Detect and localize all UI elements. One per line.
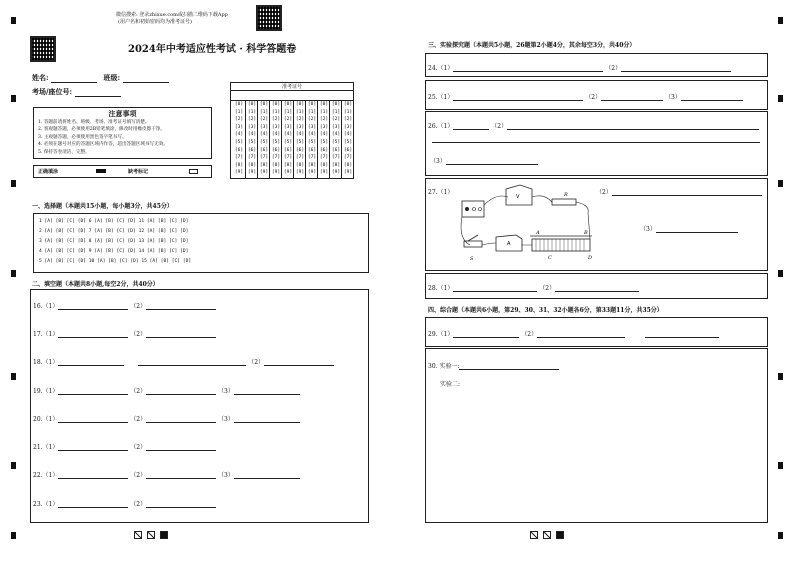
ticket-digit-bubble[interactable]: [6] — [307, 147, 317, 153]
ticket-digit-bubble[interactable]: [1] — [234, 109, 244, 115]
terminal-c-label: C — [548, 255, 552, 261]
part-2-label: （2） — [605, 65, 622, 72]
ticket-digit-bubble[interactable]: [1] — [319, 109, 329, 115]
answer-blank[interactable] — [234, 415, 300, 423]
part-2-label: （2） — [585, 94, 602, 101]
part-2-label: （2） — [521, 331, 538, 338]
answer-blank[interactable] — [234, 471, 300, 479]
ticket-digit-bubble[interactable]: [1] — [295, 109, 305, 115]
ticket-digit-bubble[interactable]: [3] — [295, 124, 305, 130]
ticket-digit-bubble[interactable]: [7] — [271, 155, 281, 161]
ticket-digit-bubble[interactable]: [1] — [247, 109, 257, 115]
ticket-digit-bubble[interactable]: [6] — [234, 147, 244, 153]
ticket-digit-bubble[interactable]: [9] — [319, 170, 329, 176]
answer-blank[interactable] — [459, 362, 559, 370]
ticket-digit-bubble[interactable]: [3] — [247, 124, 257, 130]
ticket-digit-bubble[interactable]: [7] — [247, 155, 257, 161]
ticket-digit-bubble[interactable]: [5] — [283, 139, 293, 145]
page-marker-icon — [530, 531, 538, 539]
choice-row[interactable]: 4 [A] [B] [C] [D] 9 [A] [B] [C] [D] 14 [A] [B] [C] [D] — [39, 249, 189, 254]
voltmeter-label: V — [516, 194, 520, 200]
part-2-label: （2） — [130, 331, 147, 338]
q22-label: 22.（1） — [33, 472, 59, 479]
ticket-digit-bubble[interactable]: [9] — [271, 170, 281, 176]
ticket-digit-bubble[interactable]: [5] — [234, 139, 244, 145]
q24-box — [425, 53, 768, 77]
q21-label: 21.（1） — [33, 444, 59, 451]
ticket-digit-bubble[interactable]: [5] — [271, 139, 281, 145]
q27-box — [425, 178, 768, 271]
ticket-digit-bubble[interactable]: [3] — [259, 124, 269, 130]
ticket-digit-bubble[interactable]: [1] — [259, 109, 269, 115]
terminal-d-label: D — [588, 255, 593, 261]
ticket-digit-bubble[interactable]: [2] — [259, 117, 269, 123]
registration-mark — [11, 180, 16, 187]
registration-mark — [11, 532, 16, 539]
answer-blank[interactable] — [507, 122, 759, 130]
answer-blank[interactable] — [58, 415, 128, 423]
registration-mark — [778, 17, 783, 24]
q17-label: 17.（1） — [33, 331, 59, 338]
ticket-digit-bubble[interactable]: [3] — [307, 124, 317, 130]
q29-box — [425, 317, 768, 347]
ticket-digit-bubble[interactable]: [1] — [283, 109, 293, 115]
ticket-digit-bubble[interactable]: [5] — [295, 139, 305, 145]
resistor-label: R — [564, 192, 568, 198]
q19-label: 19.（1） — [33, 388, 59, 395]
ticket-digit-bubble[interactable]: [0] — [283, 102, 293, 107]
ticket-digit-bubble[interactable]: [8] — [331, 162, 341, 168]
registration-mark — [778, 270, 783, 277]
page-marker-icon — [543, 531, 551, 539]
ticket-digit-bubble[interactable]: [0] — [259, 102, 269, 107]
answer-blank[interactable] — [453, 64, 603, 72]
ticket-digit-bubble[interactable]: [9] — [234, 170, 244, 176]
answer-blank[interactable] — [58, 471, 128, 479]
ticket-digit-bubble[interactable]: [2] — [247, 117, 257, 123]
ticket-digit-bubble[interactable]: [0] — [295, 102, 305, 107]
ticket-digit-bubble[interactable]: [1] — [331, 109, 341, 115]
name-field[interactable] — [51, 75, 97, 83]
ticket-digit-bubble[interactable]: [7] — [259, 155, 269, 161]
q27-label: 27.（1） — [428, 189, 454, 196]
registration-mark — [778, 462, 783, 469]
ticket-digit-bubble[interactable]: [4] — [283, 132, 293, 138]
answer-blank[interactable] — [146, 443, 216, 451]
class-label: 班级: — [103, 73, 121, 82]
registration-mark — [11, 270, 16, 277]
part-2-label: （2） — [130, 416, 147, 423]
q23-label: 23.（1） — [33, 501, 59, 508]
q19-row — [33, 386, 300, 395]
part-2-label: （2） — [596, 189, 612, 196]
notice-box — [33, 107, 212, 159]
ticket-digit-bubble[interactable]: [3] — [331, 124, 341, 130]
part-2-label: （2） — [130, 501, 147, 508]
section3-title: 三、实验探究题（本题共5小题，26题第2小题4分，其余每空3分，共40分） — [428, 42, 636, 49]
section4-title: 四、综合题（本题共6小题，第29、30、31、32小题各6分，第33题11分，共35分） — [428, 307, 663, 314]
q23-row — [33, 499, 216, 508]
answer-blank[interactable] — [621, 64, 731, 72]
ticket-digit-bubble[interactable]: [5] — [247, 139, 257, 145]
answer-blank[interactable] — [453, 284, 537, 292]
part-2-label: （2） — [248, 359, 265, 366]
registration-mark — [11, 17, 16, 24]
notice-item: 2. 客观题答题，必须使用2B铅笔填涂，修改时用橡皮擦干净。 — [38, 127, 165, 133]
answer-blank[interactable] — [58, 358, 124, 366]
correct-fill-label: 正确填涂 — [38, 169, 59, 175]
absent-mark-label: 缺考标记 — [128, 169, 149, 175]
switch-label: S — [470, 256, 474, 262]
q28-label: 28.（1） — [428, 285, 454, 292]
ticket-digit-bubble[interactable]: [4] — [319, 132, 329, 138]
answer-blank[interactable] — [146, 415, 216, 423]
ticket-digit-bubble[interactable]: [3] — [319, 124, 329, 130]
fill-blank-answer-box — [30, 289, 369, 523]
part-3-label: （3） — [218, 416, 234, 423]
student-info — [32, 73, 169, 83]
choice-row[interactable]: 2 [A] [B] [C] [D] 7 [A] [B] [C] [D] 12 [A] [B] [C] [D] — [39, 229, 189, 234]
ticket-digit-bubble[interactable]: [7] — [234, 155, 244, 161]
part-3-label: （3） — [218, 472, 234, 479]
registration-mark — [11, 462, 16, 469]
promo-line-2: (用户名和初始密码均为准考证号) — [118, 19, 192, 25]
ticket-digit-bubble[interactable]: [5] — [319, 139, 329, 145]
notice-item: 3. 主观题答题，必须使用黑色签字笔书写。 — [38, 134, 127, 140]
ticket-digit-bubble[interactable]: [2] — [331, 117, 341, 123]
answer-blank[interactable] — [645, 330, 719, 338]
q22-row — [33, 470, 300, 479]
ticket-digit-bubble[interactable]: [3] — [343, 124, 353, 130]
ticket-digit-bubble[interactable]: [9] — [343, 170, 353, 176]
ticket-digit-bubble[interactable]: [4] — [331, 132, 341, 138]
registration-mark — [11, 95, 16, 102]
q21-row — [33, 442, 216, 451]
choice-answer-box — [33, 213, 369, 273]
answer-blank[interactable] — [58, 302, 128, 310]
terminal-a-label: A — [536, 230, 540, 236]
ticket-digit-bubble[interactable]: [3] — [234, 124, 244, 130]
registration-mark — [11, 373, 16, 380]
q28-box — [425, 273, 768, 299]
ticket-digit-bubble[interactable]: [7] — [307, 155, 317, 161]
ticket-digit-bubble[interactable]: [2] — [307, 117, 317, 123]
q30-label: 30. 实验一: — [428, 363, 460, 370]
notice-item: 4. 必须在题号对应的答题区域内作答，超出答题区域书写无效。 — [38, 142, 168, 148]
ticket-digit-bubble[interactable]: [9] — [247, 170, 257, 176]
ticket-digit-bubble[interactable]: [2] — [271, 117, 281, 123]
ticket-digit-bubble[interactable]: [1] — [343, 109, 353, 115]
answer-blank[interactable] — [146, 471, 216, 479]
part-3-label: （3） — [430, 158, 446, 165]
ticket-digit-bubble[interactable]: [4] — [234, 132, 244, 138]
ticket-digit-bubble[interactable]: [8] — [319, 162, 329, 168]
circuit-diagram — [456, 183, 606, 265]
ticket-digit-bubble[interactable]: [8] — [259, 162, 269, 168]
answer-blank[interactable] — [612, 188, 762, 196]
q16-label: 16.（1） — [33, 303, 59, 310]
ticket-digit-bubble[interactable]: [6] — [283, 147, 293, 153]
q30-box — [425, 348, 768, 523]
answer-blank[interactable] — [681, 93, 743, 101]
ticket-digit-bubble[interactable]: [9] — [295, 170, 305, 176]
choice-row[interactable]: 1 [A] [B] [C] [D] 6 [A] [B] [C] [D] 11 [A] [B] [C] [D] — [39, 219, 189, 224]
ticket-digit-bubble[interactable]: [7] — [331, 155, 341, 161]
ticket-digit-bubble[interactable]: [1] — [271, 109, 281, 115]
part-2-label: （2） — [130, 303, 147, 310]
class-field[interactable] — [123, 75, 169, 83]
answer-blank[interactable] — [264, 358, 334, 366]
experiment-2-label: 实验二: — [440, 381, 461, 388]
answer-blank[interactable] — [58, 387, 128, 395]
ticket-digit-bubble[interactable]: [7] — [343, 155, 353, 161]
answer-blank[interactable] — [146, 500, 216, 508]
sheet-qr-code — [30, 36, 56, 62]
answer-blank[interactable] — [453, 93, 583, 101]
part-3-label: （3） — [218, 388, 234, 395]
notice-title: 注意事项 — [108, 109, 137, 118]
ticket-digit-bubble[interactable]: [6] — [259, 147, 269, 153]
part-2-label: （2） — [491, 123, 508, 130]
answer-blank[interactable] — [656, 225, 738, 233]
part-3-label: （3） — [665, 94, 681, 101]
ticket-digit-bubble[interactable]: [0] — [343, 102, 353, 107]
ticket-digit-bubble[interactable]: [6] — [247, 147, 257, 153]
page-marker-icon — [147, 531, 155, 539]
answer-blank[interactable] — [537, 330, 625, 338]
q26-label: 26.（1） — [428, 123, 454, 130]
answer-blank[interactable] — [138, 358, 246, 366]
ticket-digit-bubble[interactable]: [5] — [307, 139, 317, 145]
name-label: 姓名: — [32, 73, 49, 82]
download-qr-code[interactable] — [256, 5, 282, 31]
choice-row[interactable]: 5 [A] [B] [C] [D] 10 [A] [B] [C] [D] 15 [A] [B] [C] [D] — [39, 259, 192, 264]
part-2-label: （2） — [539, 285, 556, 292]
q29-label: 29.（1） — [428, 331, 454, 338]
ticket-digit-bubble[interactable]: [0] — [234, 102, 244, 107]
room-field[interactable] — [75, 89, 121, 97]
q20-label: 20.（1） — [33, 416, 59, 423]
answer-blank[interactable] — [432, 142, 760, 143]
ticket-digit-bubble[interactable]: [1] — [307, 109, 317, 115]
ticket-digit-column — [341, 101, 354, 178]
ticket-digit-bubble[interactable]: [8] — [295, 162, 305, 168]
q25-label: 25.（1） — [428, 94, 454, 101]
registration-mark — [778, 532, 783, 539]
ticket-digit-bubble[interactable]: [8] — [343, 162, 353, 168]
ticket-digit-bubble[interactable]: [6] — [319, 147, 329, 153]
choice-row[interactable]: 3 [A] [B] [C] [D] 8 [A] [B] [C] [D] 13 [A] [B] [C] [D] — [39, 239, 189, 244]
answer-blank[interactable] — [453, 122, 489, 130]
ticket-digit-bubble[interactable]: [5] — [331, 139, 341, 145]
correct-fill-sample — [96, 169, 106, 173]
room-info — [32, 87, 121, 97]
ticket-digit-column — [233, 101, 245, 178]
ticket-digit-bubble[interactable]: [0] — [307, 102, 317, 107]
section2-title: 二、填空题（本题共8小题,每空2分，共40分） — [32, 281, 159, 288]
answer-blank[interactable] — [601, 93, 663, 101]
ticket-digit-bubble[interactable]: [8] — [234, 162, 244, 168]
page-marker-icon — [556, 531, 564, 539]
ticket-digit-bubble[interactable]: [6] — [295, 147, 305, 153]
ticket-digit-bubble[interactable]: [2] — [343, 117, 353, 123]
ticket-digit-bubble[interactable]: [0] — [331, 102, 341, 107]
ticket-digit-bubble[interactable]: [3] — [271, 124, 281, 130]
answer-blank[interactable] — [58, 443, 128, 451]
part-2-label: （2） — [130, 444, 147, 451]
ticket-digit-bubble[interactable]: [8] — [271, 162, 281, 168]
ticket-digit-bubble[interactable]: [7] — [319, 155, 329, 161]
promo-line-1: 微信搜索: 登录zhixue.com或扫描二维码下载App — [116, 12, 228, 18]
q24-label: 24.（1） — [428, 65, 454, 72]
part-2-label: （2） — [130, 388, 147, 395]
notice-item: 1. 答题前请将姓名、班级、考场、准考证号填写清楚。 — [38, 120, 150, 125]
answer-blank[interactable] — [58, 500, 128, 508]
ammeter-label: A — [507, 241, 511, 247]
terminal-b-label: B — [584, 230, 588, 236]
ticket-digit-bubble[interactable]: [9] — [331, 170, 341, 176]
ticket-digit-bubble[interactable]: [4] — [259, 132, 269, 138]
answer-blank[interactable] — [58, 330, 128, 338]
q16-row — [33, 301, 216, 310]
ticket-digit-bubble[interactable]: [2] — [295, 117, 305, 123]
answer-blank[interactable] — [446, 157, 538, 165]
q20-row — [33, 414, 300, 423]
ticket-digit-bubble[interactable]: [2] — [283, 117, 293, 123]
ticket-digit-bubble[interactable]: [6] — [331, 147, 341, 153]
absent-mark-checkbox[interactable] — [189, 169, 198, 174]
answer-blank[interactable] — [453, 330, 519, 338]
ticket-digit-bubble[interactable]: [9] — [259, 170, 269, 176]
ticket-digit-bubble[interactable]: [4] — [295, 132, 305, 138]
registration-mark — [778, 95, 783, 102]
ticket-digit-bubble[interactable]: [4] — [343, 132, 353, 138]
answer-blank[interactable] — [234, 387, 300, 395]
ticket-digit-bubble[interactable]: [5] — [343, 139, 353, 145]
page-title: 2024年中考适应性考试 · 科学答题卷 — [128, 44, 297, 55]
ticket-digit-bubble[interactable]: [4] — [271, 132, 281, 138]
fill-marks-box — [33, 165, 212, 178]
q26-box — [425, 111, 768, 176]
answer-blank[interactable] — [146, 387, 216, 395]
ticket-digit-bubble[interactable]: [0] — [271, 102, 281, 107]
ticket-digit-bubble[interactable]: [0] — [247, 102, 257, 107]
registration-mark — [778, 373, 783, 380]
ticket-digit-bubble[interactable]: [7] — [283, 155, 293, 161]
answer-blank[interactable] — [555, 284, 639, 292]
ticket-digit-bubble[interactable]: [7] — [295, 155, 305, 161]
notice-item: 5. 保持答卷清洁、完整。 — [38, 149, 90, 155]
ticket-digit-bubble[interactable]: [9] — [307, 170, 317, 176]
ticket-digit-bubble[interactable]: [8] — [247, 162, 257, 168]
q18-label: 18.（1） — [33, 359, 59, 366]
part-2-label: （2） — [130, 472, 147, 479]
page-marker-icon — [160, 531, 168, 539]
ticket-digit-bubble[interactable]: [6] — [343, 147, 353, 153]
part-3-label: （3） — [640, 226, 656, 233]
answer-blank[interactable] — [146, 330, 216, 338]
ticket-digit-bubble[interactable]: [9] — [283, 170, 293, 176]
ticket-digit-bubble[interactable]: [2] — [234, 117, 244, 123]
ticket-digit-bubble[interactable]: [8] — [307, 162, 317, 168]
q25-box — [425, 80, 768, 110]
ticket-digit-bubble[interactable]: [3] — [283, 124, 293, 130]
ticket-digit-bubble[interactable]: [8] — [283, 162, 293, 168]
answer-blank[interactable] — [146, 302, 216, 310]
ticket-title: 准考证号 — [231, 83, 353, 91]
room-label: 考场/座位号: — [32, 87, 73, 96]
section1-title: 一、选择题（本题共15小题，每小题3分，共45分） — [32, 203, 173, 210]
ticket-digit-bubble[interactable]: [4] — [247, 132, 257, 138]
ticket-digit-bubble[interactable]: [2] — [319, 117, 329, 123]
ticket-digit-bubble[interactable]: [4] — [307, 132, 317, 138]
ticket-digit-bubble[interactable]: [5] — [259, 139, 269, 145]
ticket-digit-bubble[interactable]: [0] — [319, 102, 329, 107]
page-marker-icon — [134, 531, 142, 539]
q18-row — [33, 357, 334, 366]
ticket-number-grid — [230, 82, 354, 179]
registration-mark — [778, 180, 783, 187]
q17-row — [33, 329, 216, 338]
ticket-digit-bubble[interactable]: [6] — [271, 147, 281, 153]
